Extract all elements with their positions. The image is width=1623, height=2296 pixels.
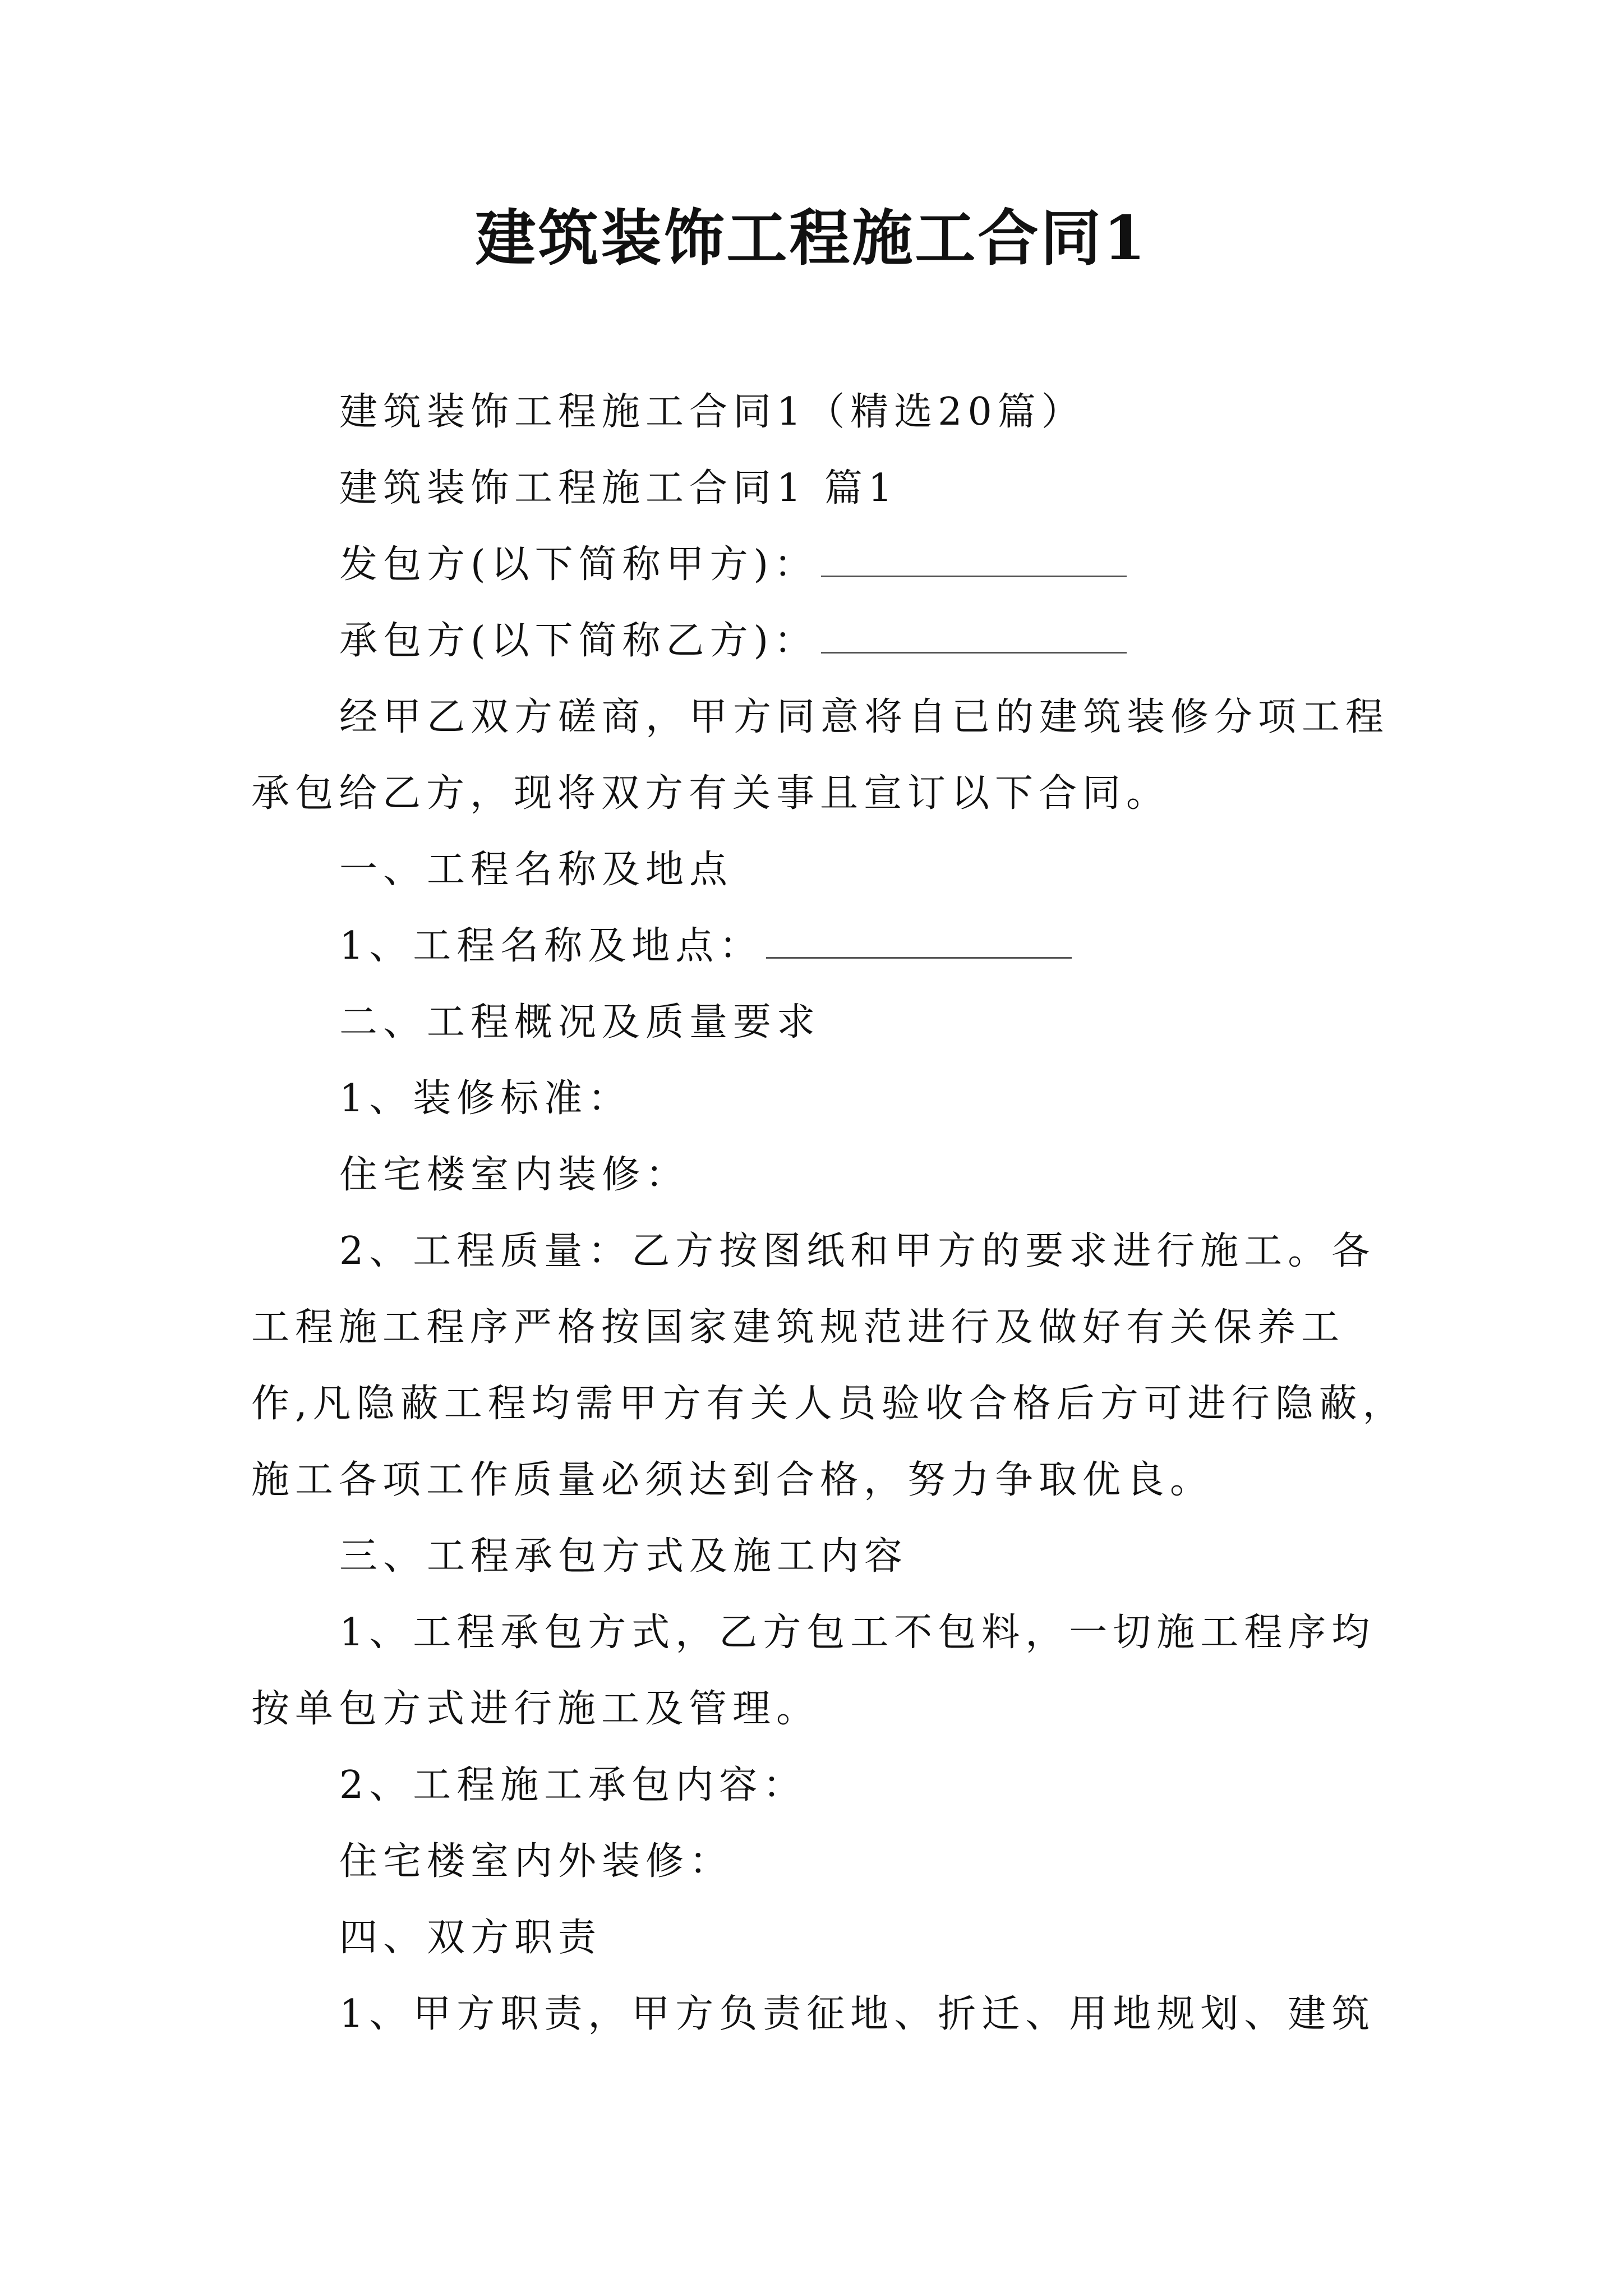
clause-heading: 三、工程承包方式及施工内容 xyxy=(339,1534,909,1579)
paragraph-text: 住宅楼室内装修： xyxy=(339,1153,690,1197)
party-a-blank xyxy=(821,542,1127,577)
project-name-blank xyxy=(766,923,1072,959)
project-name-label: 1、工程名称及地点： xyxy=(339,924,763,968)
paragraph-text: 1、工程承包方式，乙方包工不包料，一切施工程序均 xyxy=(339,1611,1376,1655)
party-b-blank xyxy=(821,618,1127,654)
paragraph-text: 2、工程质量：乙方按图纸和甲方的要求进行施工。各 xyxy=(339,1229,1376,1273)
paragraph-text: 经甲乙双方磋商，甲方同意将自已的建筑装修分项工程 xyxy=(339,695,1390,739)
paragraph-text: 2、工程施工承包内容： xyxy=(339,1763,807,1807)
clause-heading: 二、工程概况及质量要求 xyxy=(339,1000,821,1045)
document-subtitle: 建筑装饰工程施工合同1（精选20篇） xyxy=(339,390,1085,434)
section-heading: 建筑装饰工程施工合同1 篇1 xyxy=(339,466,898,510)
party-b-line xyxy=(339,616,1127,666)
paragraph-text: 工程施工程序严格按国家建筑规范进行及做好有关保养工 xyxy=(251,1305,1345,1350)
paragraph-text: 1、装修标准： xyxy=(339,1076,632,1121)
paragraph-text: 作,凡隐蔽工程均需甲方有关人员验收合格后方可进行隐蔽， xyxy=(251,1382,1407,1426)
paragraph-text: 施工各项工作质量必须达到合格，努力争取优良。 xyxy=(251,1458,1214,1502)
party-a-line xyxy=(339,540,1127,590)
project-name-line xyxy=(339,921,1072,972)
paragraph-text: 住宅楼室内外装修： xyxy=(339,1839,734,1884)
paragraph-text: 承包给乙方，现将双方有关事且宣订以下合同。 xyxy=(251,771,1170,816)
clause-heading: 四、双方职责 xyxy=(339,1916,602,1960)
document-title: 建筑装饰工程施工合同1 xyxy=(475,203,1148,274)
party-a-label: 发包方(以下简称甲方)： xyxy=(339,542,818,587)
party-b-label: 承包方(以下简称乙方)： xyxy=(339,619,818,663)
clause-heading: 一、工程名称及地点 xyxy=(339,848,734,892)
paragraph-text: 1、甲方职责，甲方负责征地、折迁、用地规划、建筑 xyxy=(339,1992,1376,2036)
paragraph-text: 按单包方式进行施工及管理。 xyxy=(251,1687,820,1731)
